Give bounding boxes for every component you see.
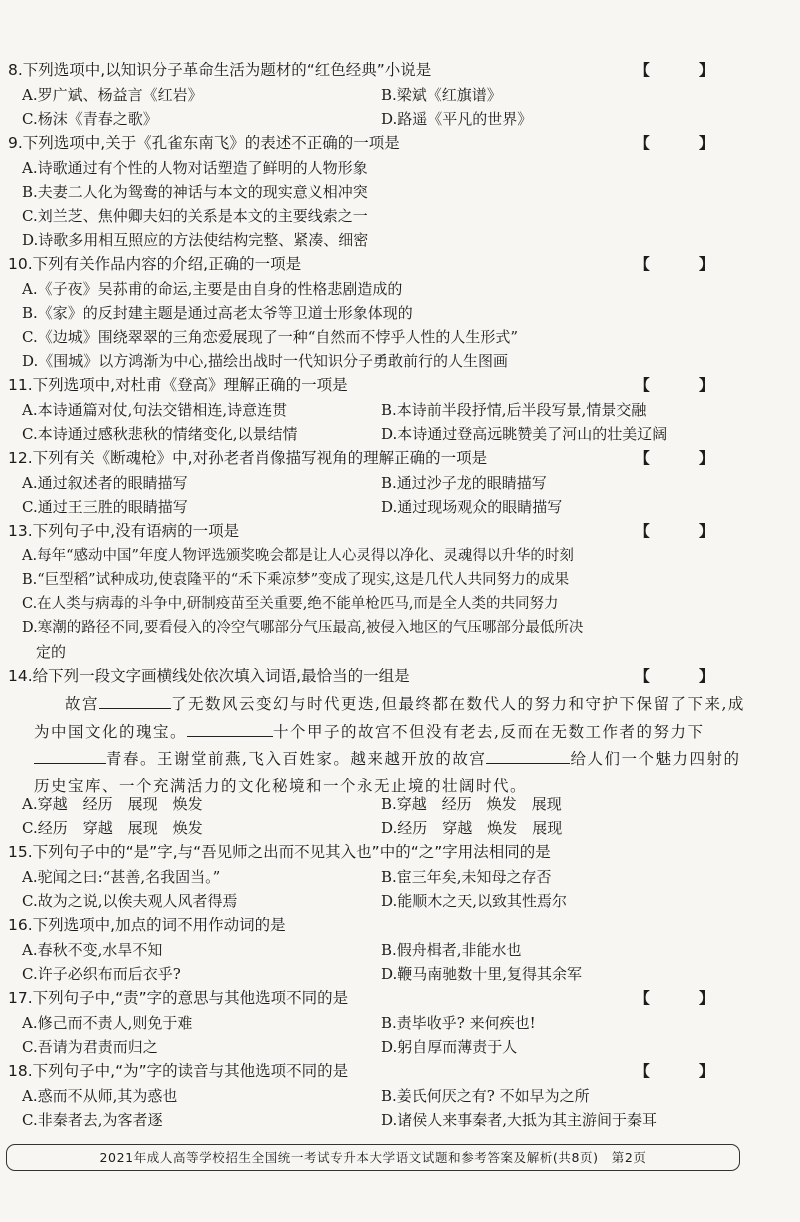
question-9-stem bbox=[8, 131, 788, 155]
question-14-option-d: D.经历 穿越 焕发 展现 bbox=[381, 819, 563, 837]
question-8-stem bbox=[8, 58, 788, 82]
question-14-option-c: C.经历 穿越 展现 焕发 bbox=[22, 819, 203, 837]
question-13-option-d-continued: 定的 bbox=[36, 643, 67, 661]
question-15-option-b: B.宦三年矣,未知母之存否 bbox=[381, 868, 552, 886]
question-13-text: 13.下列句子中,没有语病的一项是 bbox=[8, 522, 240, 540]
question-12-option-c: C.通过王三胜的眼睛描写 bbox=[22, 498, 188, 516]
question-12-text: 12.下列有关《断魂枪》中,对孙老者肖像描写视角的理解正确的一项是 bbox=[8, 449, 488, 467]
question-9-option-c: C.刘兰芝、焦仲卿夫妇的关系是本文的主要线索之一 bbox=[22, 207, 368, 225]
question-15-stem bbox=[8, 840, 788, 864]
question-11-text: 11.下列选项中,对杜甫《登高》理解正确的一项是 bbox=[8, 376, 348, 394]
question-8-option-a: A.罗广斌、杨益言《红岩》 bbox=[22, 86, 203, 104]
answer-bracket: 【 】 bbox=[634, 989, 736, 1007]
question-15-option-d: D.能顺木之天,以致其性焉尔 bbox=[381, 892, 568, 910]
question-16-stem bbox=[8, 913, 788, 937]
question-11-option-c: C.本诗通过感秋悲秋的情绪变化,以景结情 bbox=[22, 425, 298, 443]
question-9-option-b: B.夫妻二人化为鸳鸯的神话与本文的现实意义相冲突 bbox=[22, 183, 368, 201]
fill-blank-3 bbox=[34, 745, 106, 764]
question-12-option-b: B.通过沙子龙的眼睛描写 bbox=[381, 474, 547, 492]
question-8-option-d: D.路遥《平凡的世界》 bbox=[381, 110, 533, 128]
question-13-option-a: A.每年“感动中国”年度人物评选颁奖晚会都是让人心灵得以净化、灵魂得以升华的时刻 bbox=[22, 548, 574, 564]
question-10-option-a: A.《子夜》吴荪甫的命运,主要是由自身的性格悲剧造成的 bbox=[22, 280, 403, 298]
question-17-option-a: A.修己而不责人,则免于难 bbox=[22, 1014, 193, 1032]
question-18-option-a: A.惑而不从师,其为惑也 bbox=[22, 1087, 178, 1105]
question-14-option-b: B.穿越 经历 焕发 展现 bbox=[381, 795, 562, 813]
answer-bracket: 【 】 bbox=[634, 1062, 736, 1080]
answer-bracket: 【 】 bbox=[634, 522, 736, 540]
question-15-text: 15.下列句子中的“是”字,与“吾见师之出而不见其入也”中的“之”字用法相同的是 bbox=[8, 843, 551, 861]
question-9-option-a: A.诗歌通过有个性的人物对话塑造了鲜明的人物形象 bbox=[22, 159, 368, 177]
question-8-option-c: C.杨沫《青春之歌》 bbox=[22, 110, 158, 128]
question-11-stem bbox=[8, 373, 788, 397]
question-18-stem bbox=[8, 1059, 788, 1083]
question-9-option-d: D.诗歌多用相互照应的方法使结构完整、紧凑、细密 bbox=[22, 231, 369, 249]
question-10-stem bbox=[8, 252, 788, 276]
page-footer: 2021年成人高等学校招生全国统一考试专升本大学语文试题和参考答案及解析(共8页) 第2页 bbox=[6, 1144, 740, 1171]
question-13-option-c: C.在人类与病毒的斗争中,研制疫苗至关重要,绝不能单枪匹马,而是全人类的共同努力 bbox=[22, 596, 559, 612]
question-16-option-d: D.鞭马南驰数十里,复得其余军 bbox=[381, 965, 583, 983]
question-17-stem bbox=[8, 986, 788, 1010]
question-12-option-a: A.通过叙述者的眼睛描写 bbox=[22, 474, 188, 492]
question-14-text: 14.给下列一段文字画横线处依次填入词语,最恰当的一组是 bbox=[8, 667, 410, 685]
question-18-option-d: D.诸侯人来事秦者,大抵为其主游间于秦耳 bbox=[381, 1111, 658, 1129]
question-8-option-b: B.梁斌《红旗谱》 bbox=[381, 86, 502, 104]
question-17-text: 17.下列句子中,“责”字的意思与其他选项不同的是 bbox=[8, 989, 349, 1007]
question-18-option-b: B.姜氏何厌之有? 不如早为之所 bbox=[381, 1087, 590, 1105]
question-16-option-c: C.许子必织布而后衣乎? bbox=[22, 965, 181, 983]
question-10-text: 10.下列有关作品内容的介绍,正确的一项是 bbox=[8, 255, 302, 273]
fill-blank-2 bbox=[187, 718, 273, 737]
question-10-option-c: C.《边城》围绕翠翠的三角恋爱展现了一种“自然而不悖乎人性的人生形式” bbox=[22, 328, 519, 346]
question-13-option-d: D.寒潮的路径不同,要看侵入的冷空气哪部分气压最高,被侵入地区的气压哪部分最低所决 bbox=[22, 620, 584, 636]
question-16-text: 16.下列选项中,加点的词不用作动词的是 bbox=[8, 916, 286, 934]
question-14-option-a: A.穿越 经历 展现 焕发 bbox=[22, 795, 203, 813]
question-17-option-b: B.责毕收乎? 来何疾也! bbox=[381, 1014, 536, 1032]
question-8-text: 8.下列选项中,以知识分子革命生活为题材的“红色经典”小说是 bbox=[8, 61, 432, 79]
question-13-stem bbox=[8, 519, 788, 543]
fill-blank-1 bbox=[99, 690, 171, 709]
question-14-passage: 故宫 了无数风云变幻与时代更迭,但最终都在数代人的努力和守护下保留了下来,成为中国文化的瑰宝。 十个甲子的故宫不但没有老去,反而在无数工作者的努力下青春。王谢堂前燕,飞入百姓家。越来越开放的故宫 给人们一个魅力四射的历史宝库、一个充满活力的文化秘境和一个永无止境的壮阔时代。 bbox=[34, 690, 746, 799]
question-16-option-a: A.春秋不变,水旱不知 bbox=[22, 941, 163, 959]
answer-bracket: 【 】 bbox=[634, 255, 736, 273]
answer-bracket: 【 】 bbox=[634, 61, 736, 79]
question-14-stem bbox=[8, 664, 788, 688]
fill-blank-4 bbox=[486, 745, 570, 764]
question-15-option-c: C.故为之说,以俟夫观人风者得焉 bbox=[22, 892, 238, 910]
question-12-stem bbox=[8, 446, 788, 470]
question-15-option-a: A.驼闻之曰:“甚善,名我固当。” bbox=[22, 868, 221, 886]
question-11-option-b: B.本诗前半段抒情,后半段写景,情景交融 bbox=[381, 401, 647, 419]
question-17-option-d: D.躬自厚而薄责于人 bbox=[381, 1038, 518, 1056]
question-9-text: 9.下列选项中,关于《孔雀东南飞》的表述不正确的一项是 bbox=[8, 134, 400, 152]
answer-bracket: 【 】 bbox=[634, 134, 736, 152]
question-18-option-c: C.非秦者去,为客者逐 bbox=[22, 1111, 163, 1129]
question-13-option-b: B.“巨型稻”试种成功,使袁隆平的“禾下乘凉梦”变成了现实,这是几代人共同努力的成果 bbox=[22, 572, 570, 588]
question-10-option-b: B.《家》的反封建主题是通过高老太爷等卫道士形象体现的 bbox=[22, 304, 413, 322]
question-11-option-d: D.本诗通过登高远眺赞美了河山的壮美辽阔 bbox=[381, 425, 668, 443]
question-12-option-d: D.通过现场观众的眼睛描写 bbox=[381, 498, 563, 516]
answer-bracket: 【 】 bbox=[634, 376, 736, 394]
question-10-option-d: D.《围城》以方鸿渐为中心,描绘出战时一代知识分子勇敢前行的人生图画 bbox=[22, 352, 509, 370]
question-18-text: 18.下列句子中,“为”字的读音与其他选项不同的是 bbox=[8, 1062, 349, 1080]
answer-bracket: 【 】 bbox=[634, 667, 736, 685]
question-16-option-b: B.假舟楫者,非能水也 bbox=[381, 941, 522, 959]
answer-bracket: 【 】 bbox=[634, 449, 736, 467]
question-11-option-a: A.本诗通篇对仗,句法交错相连,诗意连贯 bbox=[22, 401, 288, 419]
question-17-option-c: C.吾请为君责而归之 bbox=[22, 1038, 158, 1056]
